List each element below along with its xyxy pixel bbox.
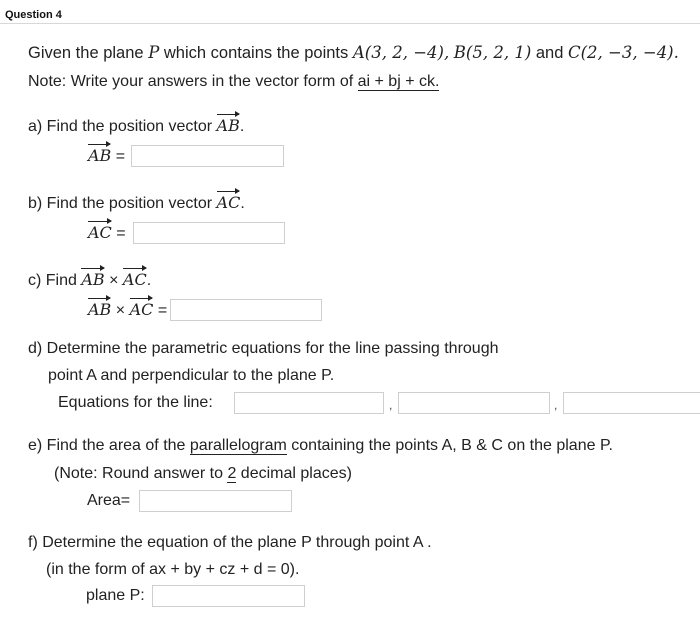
intro-given-prefix: Given the plane — [28, 44, 144, 62]
part-e-suffix: containing the points A, B & C on the plane P. — [291, 437, 613, 454]
part-c-equation-label — [88, 300, 167, 321]
part-d-line2: point A and perpendicular to the plane P. — [48, 367, 335, 384]
part-d-comma-2: , — [554, 398, 558, 412]
part-b-prompt: b) Find the position vector — [28, 195, 213, 212]
part-e-note-suffix: decimal places) — [240, 465, 352, 482]
part-b-answer-input[interactable] — [133, 222, 285, 244]
part-a-eq-vector-ab: AB — [88, 146, 112, 165]
part-c-vector-ac: AC — [122, 270, 147, 289]
part-c-vector-ab: AB — [81, 270, 105, 289]
intro-given-mid: which contains the points — [163, 44, 349, 62]
part-d-comma-1: , — [389, 398, 393, 412]
part-e-equals: = — [120, 492, 131, 509]
part-f-plane-label-group — [86, 586, 145, 606]
part-e-note-prefix: (Note: Round answer to — [54, 465, 223, 482]
part-e-note-digits: 2 — [227, 465, 237, 482]
intro-point-a: A(3, 2, −4), — [352, 43, 450, 62]
part-a-answer-input[interactable] — [131, 145, 284, 167]
part-c-period: . — [146, 272, 152, 289]
part-a-equation-label — [88, 146, 125, 167]
part-b-equals: = — [116, 225, 126, 242]
part-e-note-line — [54, 464, 352, 484]
intro-note-form: ai + bj + ck. — [357, 73, 440, 90]
part-b-eq-vector-ac: AC — [88, 223, 112, 242]
part-c-times: × — [109, 272, 119, 289]
part-a-period: . — [239, 118, 245, 135]
intro-given-line — [28, 43, 679, 63]
part-f-line1: f) Determine the equation of the plane P through point A . — [28, 534, 432, 551]
intro-plane-name: P — [148, 43, 160, 62]
part-f-plane-input[interactable] — [152, 585, 305, 607]
part-f-line2: (in the form of ax + by + cz + d = 0). — [46, 561, 300, 578]
part-d-line1: d) Determine the parametric equations for the line passing through — [28, 340, 499, 357]
part-d-equation-y-input[interactable] — [398, 392, 550, 414]
part-d-equations-label: Equations for the line: — [58, 394, 213, 411]
part-d-equation-x-input[interactable] — [234, 392, 384, 414]
part-c-prompt: c) Find — [28, 272, 77, 289]
part-e-area-label-group — [87, 491, 130, 511]
part-f-colon: : — [140, 587, 145, 604]
part-a-prompt-line — [28, 116, 244, 137]
part-e-area-label: Area — [87, 492, 121, 509]
part-c-prompt-line — [28, 270, 151, 291]
part-b-equation-label — [88, 223, 126, 244]
part-e-parallelogram: parallelogram — [189, 437, 287, 454]
intro-and-word: and — [535, 44, 564, 62]
part-c-eq-vector-ab: AB — [88, 300, 112, 319]
intro-point-c: C(2, −3, −4). — [568, 43, 679, 62]
part-d-equation-z-input[interactable] — [563, 392, 700, 414]
part-c-eq-vector-ac: AC — [129, 300, 154, 319]
part-b-period: . — [240, 195, 245, 212]
part-c-equals: = — [157, 302, 168, 319]
part-a-prompt: a) Find the position vector — [28, 118, 213, 135]
part-e-area-input[interactable] — [139, 490, 292, 512]
part-e-line1 — [28, 436, 613, 456]
part-c-eq-times: × — [115, 302, 126, 319]
part-b-vector-ac: AC — [216, 193, 241, 212]
question-title: Question 4 — [5, 9, 62, 21]
part-f-plane-label: plane P — [86, 587, 141, 604]
intro-note-line — [28, 72, 439, 92]
part-a-vector-ab: AB — [216, 116, 240, 135]
intro-point-b: B(5, 2, 1) — [453, 43, 532, 62]
title-divider — [0, 23, 700, 24]
part-e-prefix: e) Find the area of the — [28, 437, 186, 454]
part-c-answer-input[interactable] — [170, 299, 322, 321]
part-b-prompt-line — [28, 193, 245, 214]
part-a-equals: = — [115, 148, 126, 165]
intro-note-prefix: Note: Write your answers in the vector form of — [28, 73, 354, 90]
